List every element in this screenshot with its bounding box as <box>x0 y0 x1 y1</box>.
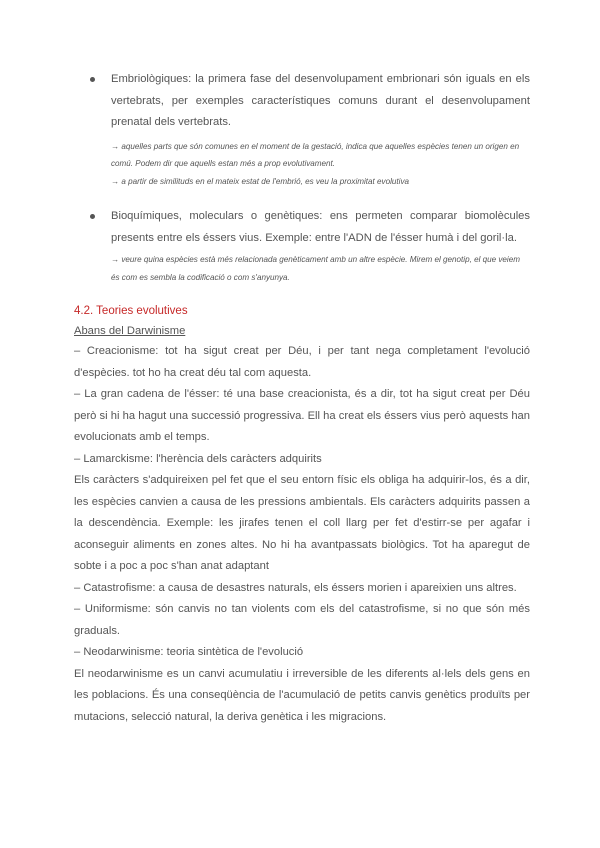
bullet-note: → veure quina espècies està més relacionada genèticament amb un altre espècie. Mirem el genotip, el que veiem és com es sembla la codificació o com s'anyunya. <box>111 255 520 282</box>
paragraph-uniformisme: – Uniformisme: són canvis no tan violents com els del catastrofisme, si no que són més graduals. <box>74 603 530 637</box>
bullet-text: Bioquímiques, moleculars o genètiques: ens permeten comparar biomolècules presents entre els éssers vius. Exemple: entre l'ADN de l'ésser humà i del goril·la. <box>111 210 530 244</box>
paragraph-lamarckisme: – Lamarckisme: l'herència dels caràcters adquirits <box>74 452 322 465</box>
bullet-item-bioquimiques <box>74 206 530 286</box>
bullet-item-embriologiques <box>74 69 530 190</box>
bullet-note: → aquelles parts que són comunes en el moment de la gestació, indica que aquelles espècies tenen un origen en comú. Podem dir que aquells estan més a prop evolutivament. <box>111 141 520 168</box>
bullet-dot-icon <box>90 77 95 82</box>
bullet-note: → a partir de similituds en el mateix estat de l'embrió, es veu la proximitat evolutiva <box>111 176 409 186</box>
paragraph-neodarwinisme-detail: El neodarwinisme es un canvi acumulatiu i irreversible de les diferents al·lels dels gens en les poblacions. És una conseqüència de l'acumulació de petits canvis genètics produïts per mutacions, selecció natural, la deriva genètica i les migracions. <box>74 667 530 723</box>
paragraph-lamarckisme-detail: Els caràcters s'adquireixen pel fet que el seu entorn físic els obliga ha adquirir-los, és a dir, les espècies canvien a causa de les pressions ambientals. Els caràcters adquirits passen a la descendència. Exemple: les jirafes tenen el coll llarg per fet d'estirr-se per agafar i aconseguir aliments en zones altes. No hi ha avantpassats biològics. Tot ha aparegut de sobte i a poc a poc s'han anat adaptant <box>74 474 530 572</box>
bullet-text: Embriològiques: la primera fase del desenvolupament embrionari són iguals en els vertebrats, per exemples característiques comuns durant el desenvolupament prenatal dels vertebrats. <box>111 73 530 128</box>
bullet-dot-icon <box>90 214 95 219</box>
section-subheading: Abans del Darwinisme <box>74 325 186 337</box>
paragraph-creacionisme: – Creacionisme: tot ha sigut creat per Déu, i per tant nega completament l'evolució d'espècies. tot ho ha creat déu tal com aquesta. <box>74 345 530 379</box>
paragraph-catastrofisme: – Catastrofisme: a causa de desastres naturals, els éssers morien i apareixien uns altres. <box>74 581 517 594</box>
paragraph-neodarwinisme: – Neodarwinisme: teoria sintètica de l'evolució <box>74 646 304 658</box>
paragraph-gran-cadena: – La gran cadena de l'ésser: té una base creacionista, és a dir, tot ha sigut creat per Déu però si hi ha hagut una successió progressiva. Ell ha creat els éssers vius però aquests han evolucionats amb el temps. <box>74 388 530 443</box>
section-title: 4.2. Teories evolutives <box>74 305 188 317</box>
section-teories-evolutives <box>74 301 530 728</box>
